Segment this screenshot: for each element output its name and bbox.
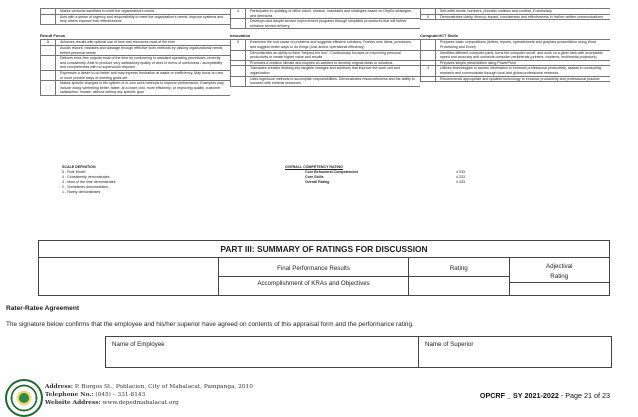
scale-item: 3 - Most of the time demonstrates — [62, 180, 116, 184]
column-computer — [420, 8, 610, 29]
column-innovation — [230, 8, 420, 29]
list-item: Makes personal sacrifices to meet the organization's needs — [40, 8, 230, 14]
scale-item: 2 - Sometimes demonstrates — [62, 185, 108, 189]
table-row: Recommends appropriate and updated technology to enhance productivity and professional practice — [420, 76, 610, 83]
table-row: Expresses a desire to do better and may express frustration at waste or inefficiency. May focus on new or more precise ways of meeting goals set — [40, 70, 230, 80]
page-number: OPCRF _ SY 2021-2022 - Page 21 of 23 — [479, 391, 610, 400]
competency-grid — [40, 8, 610, 96]
list-item: Develops and adopts service improvement programs through simplified procedures that will further enhance service delivery — [230, 18, 420, 29]
agreement-text: The signature below confirms that the employee and his/her superior have agreed on contents of this appraisal form and the performance rating. — [6, 321, 414, 328]
column-results-focus — [40, 8, 230, 29]
table-row: 5 Examines the root cause of problems and suggests effective solutions. Fosters new ideas, processes, and suggest better ways to do things (cost and/or operational efficiency) — [230, 39, 420, 49]
table-row: Uses ingenious methods to accomplish responsibilities. Demonstrates resourcefulness and the ability to succeed with minimal resources — [230, 76, 420, 87]
table-row: 5 Achieves results with optimal use of time and resources most of the time — [40, 39, 230, 45]
signature-box — [105, 336, 612, 368]
table-row: 4 Utilizes technologies to access information to enhance professional productivity, assists in conducting research and communicate through local and global professional networks — [420, 65, 610, 75]
table-row: Translates creative thinking into tangible changes and solutions that improve the work unit and organization — [230, 65, 420, 75]
agreement-title: Rater-Ratee Agreement — [6, 305, 80, 312]
section-computer-ict — [420, 33, 610, 96]
table-row: Makes specific changes in the system or in own work methods to improve performance. Examples may include doing something better, faster, at a lower cost, more efficiently; or improving quality, customer satisfaction, morale, without setting any specific goal — [40, 80, 230, 96]
table-row: Promotes a creative climate and inspires co-workers to develop original ideas or solutions — [230, 60, 420, 66]
part3-summary: PART III: SUMMARY OF RATINGS FOR DISCUSSION Final Performance Results Accomplishment of KRAs and Objectives Rating Adjectival Rating — [38, 240, 610, 296]
table-row: Prepares basic compositions (letters, reports, spreadsheets and graphics presentation using Word Processing and Excel) — [420, 39, 610, 49]
scale-definition — [60, 165, 116, 195]
overall-title: OVERALL COMPETENCY RATING — [285, 165, 343, 169]
table-row: Identifies different computer parts, turns the computer on/off, and work on a given task with acceptable speed and accuracy and connects computer peripherals (printers, modems, multimedia projectors) — [420, 50, 610, 60]
employee-name-label: Name of Employee — [106, 337, 419, 367]
section-results-focus — [40, 33, 230, 96]
overall-competency — [285, 165, 465, 185]
table-row: Avoids rework, mistakes and wastage through effective work methods by placing organizational needs before personal needs — [40, 45, 230, 55]
scale-title: SCALE DEFINITION — [62, 165, 96, 169]
seal-icon — [5, 379, 43, 417]
list-item: Self-edits words, numbers, phonetic notation and content, if necessary — [420, 8, 610, 14]
table-row: Demonstrates an ability to think "beyond the box". Continuously focuses on improving personal productivity to create higher value and results — [230, 50, 420, 60]
section-innovation — [230, 33, 420, 96]
footer — [0, 376, 638, 417]
list-item: 4 Participates in updating of office vision, mission, mandates and strategies based on DepEd strategies and directions — [230, 8, 420, 18]
list-item: 5 Demonstrates clarity, fluency, impact, conciseness and effectiveness in his/her written communications — [420, 14, 610, 21]
superior-name-label: Name of Superior — [425, 341, 474, 348]
list-item: Acts with a sense of urgency and responsibility to meet the organization's needs, improve systems and help others improve their effectiveness — [40, 14, 230, 25]
section-title: Innovation — [230, 33, 251, 39]
table-row: Delivers error-free outputs most of the time by conforming to standard operating procedures correctly and consistently. Able to produce very satisfactory quality of work in terms of usefulness / acceptability and completeness with no supervision required — [40, 55, 230, 70]
section-title: Computer/ICT Skills — [420, 33, 459, 39]
scale-item: 1 - Rarely demonstrates — [62, 190, 101, 194]
part3-title: PART III: SUMMARY OF RATINGS FOR DISCUSSION — [39, 241, 609, 258]
overall-row: Core Skills 4.333 — [305, 175, 465, 179]
table-row: Prepares simple presentation using PowerPoint — [420, 60, 610, 66]
scale-item: 5 - Role Model — [62, 170, 86, 174]
scale-item: 4 - Consistently demonstrates — [62, 175, 110, 179]
contact-block: Address: P. Burgos St., Poblacion, City of Mabalacat, Pampanga, 2010 Telephone No.: (045) – 331-8143 Website Address: www.depedmabalacat.org — [45, 384, 253, 406]
overall-row: Overall Rating 4.333 — [305, 180, 465, 184]
overall-row: Core Behavioral Competencies 4.333 — [305, 170, 465, 174]
section-title: Result Focus — [40, 33, 66, 39]
